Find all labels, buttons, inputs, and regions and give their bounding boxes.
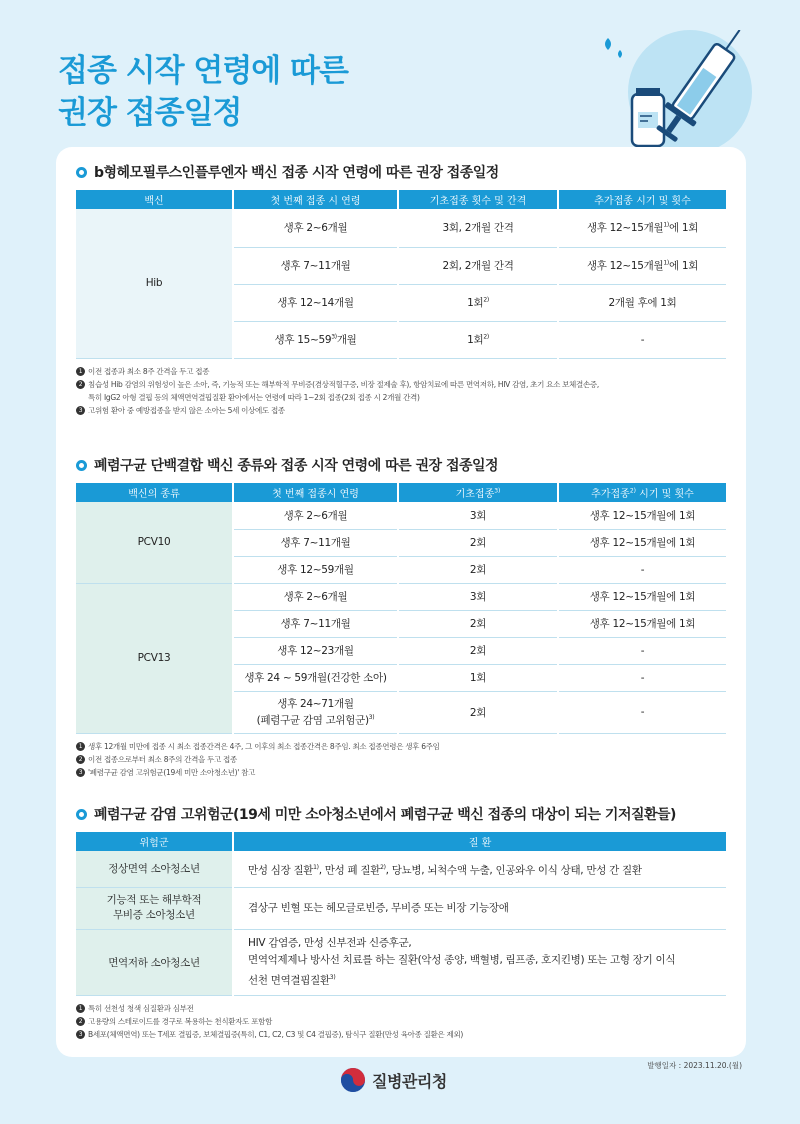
section-title: 폐렴구균 단백결합 백신 종류와 접종 시작 연령에 따른 권장 접종일정: [76, 454, 726, 476]
table-header: 첫 번째 접종시 연령: [233, 483, 398, 502]
footnote: 3 B세포(체액면역) 또는 T세포 결핍증, 보체결핍증(특히, C1, C2, C3 및 C4 결핍증), 탐식구 질환(만성 육아종 질환은 제외): [76, 1028, 726, 1041]
table-row: [76, 929, 726, 995]
primary-cell: 1회$^{2)}$: [398, 321, 558, 358]
taeguk-logo-icon: [340, 1067, 366, 1093]
footnotes: [76, 365, 726, 417]
table-header: 추가접종 시기 및 횟수: [558, 190, 726, 209]
hib-schedule-table: [76, 190, 726, 359]
circle-bullet-icon: [76, 809, 87, 820]
syringe-vial-illustration: [590, 30, 760, 160]
risk-group-table: [76, 832, 726, 996]
disease-cell: HIV 감염증, 만성 신부전과 신증후군, 면역억제제나 방사선 치료를 하는 질환(악성 종양, 백혈병, 림프종, 호지킨병) 또는 고형 장기 이식 선천 면역결핍질환$^{3)}$: [233, 929, 726, 995]
circle-bullet-icon: [76, 460, 87, 471]
risk-group-cell: 정상면역 소아청소년: [76, 851, 233, 887]
circle-bullet-icon: [76, 167, 87, 178]
age-cell: 생후 24 ~ 59개월(건강한 소아): [233, 664, 398, 691]
booster-cell: 생후 12~15개월$^{1)}$에 1회: [558, 209, 726, 247]
footnote: 특히 IgG2 아형 결핍 등의 체액면역결핍질환 환아에서는 연령에 따라 1~2회 접종(2회 접종 시 2개월 간격): [88, 392, 420, 402]
age-cell: 생후 2~6개월: [233, 209, 398, 247]
risk-group-cell: 기능적 또는 해부학적 무비증 소아청소년: [76, 887, 233, 929]
section-title: b형헤모필루스인플루엔자 백신 접종 시작 연령에 따른 권장 접종일정: [76, 161, 726, 183]
risk-section: [76, 803, 726, 1041]
primary-cell: 2회: [398, 556, 558, 583]
booster-cell: 생후 12~15개월에 1회: [558, 583, 726, 610]
primary-cell: 2회: [398, 691, 558, 733]
table-header-row: [76, 190, 726, 209]
vaccine-cell: PCV10: [76, 502, 233, 583]
table-row: [76, 851, 726, 887]
hib-section: [76, 161, 726, 417]
footnotes: [76, 1002, 726, 1041]
primary-cell: 2회: [398, 610, 558, 637]
primary-cell: 1회: [398, 664, 558, 691]
table-header: 백신: [76, 190, 233, 209]
footnote: 3 '폐렴구균 감염 고위험군(19세 미만 소아청소년)' 참고: [76, 766, 726, 779]
age-cell: 생후 12~59개월: [233, 556, 398, 583]
vaccine-cell: PCV13: [76, 583, 233, 733]
primary-cell: 2회, 2개월 간격: [398, 247, 558, 284]
table-header: 기초접종 횟수 및 간격: [398, 190, 558, 209]
booster-cell: -: [558, 637, 726, 664]
footnote: 1 특히 선천성 청색 심질환과 심부전: [76, 1002, 726, 1015]
issue-date: 발행일자 : 2023.11.20.(월): [647, 1061, 742, 1070]
booster-cell: 2개월 후에 1회: [558, 284, 726, 321]
page-title: 접종 시작 연령에 따른 권장 접종일정: [58, 53, 348, 131]
age-cell: 생후 15~59$^{3)}$개월: [233, 321, 398, 358]
disease-cell: 만성 심장 질환$^{1)}$, 만성 폐 질환$^{2)}$, 당뇨병, 뇌척수액 누출, 인공와우 이식 상태, 만성 간 질환: [233, 851, 726, 887]
table-header: 추가접종$^{2)}$ 시기 및 횟수: [558, 483, 726, 502]
pcv-schedule-table: [76, 483, 726, 734]
booster-cell: -: [558, 664, 726, 691]
age-cell: 생후 7~11개월: [233, 247, 398, 284]
table-header: 첫 번째 접종 시 연령: [233, 190, 398, 209]
footnote: 3 고위험 환아 중 예방접종을 받지 않은 소아는 5세 이상에도 접종: [76, 404, 726, 417]
table-header: 기초접종$^{3)}$: [398, 483, 558, 502]
booster-cell: 생후 12~15개월에 1회: [558, 502, 726, 529]
primary-cell: 3회, 2개월 간격: [398, 209, 558, 247]
table-header: 백신의 종류: [76, 483, 233, 502]
age-cell: 생후 2~6개월: [233, 583, 398, 610]
agency-footer: [340, 1067, 447, 1093]
primary-cell: 1회$^{2)}$: [398, 284, 558, 321]
vial-icon: [632, 88, 664, 146]
footnote: 1 이전 접종과 최소 8주 간격을 두고 접종: [76, 365, 726, 378]
footnote: 2 고용량의 스테로이드를 경구로 복용하는 천식환자도 포함함: [76, 1015, 726, 1028]
primary-cell: 3회: [398, 583, 558, 610]
primary-cell: 2회: [398, 637, 558, 664]
booster-cell: 생후 12~15개월에 1회: [558, 610, 726, 637]
agency-name: 질병관리청: [372, 1071, 447, 1091]
table-row: [76, 583, 726, 610]
age-cell: 생후 12~14개월: [233, 284, 398, 321]
table-row: [76, 209, 726, 247]
age-cell: 생후 24~71개월 (폐렴구균 감염 고위험군)$^{3)}$: [233, 691, 398, 733]
booster-cell: 생후 12~15개월$^{1)}$에 1회: [558, 247, 726, 284]
table-header: 위험군: [76, 832, 233, 851]
booster-cell: 생후 12~15개월에 1회: [558, 529, 726, 556]
footnote: 2 침습성 Hib 감염의 위험성이 높은 소아, 즉, 기능적 또는 해부학적 무비증(겸상적혈구증, 비장 절제술 후), 항암치료에 따른 면역저하, HIV 감염, 초기 요소 보체결손증,: [76, 378, 726, 391]
age-cell: 생후 7~11개월: [233, 610, 398, 637]
drop-icon: [605, 38, 611, 50]
content-card: [56, 147, 746, 1057]
primary-cell: 3회: [398, 502, 558, 529]
pcv-section: [76, 454, 726, 779]
footnote: 2 이전 접종으로부터 최소 8주의 간격을 두고 접종: [76, 753, 726, 766]
age-cell: 생후 12~23개월: [233, 637, 398, 664]
table-header: 질 환: [233, 832, 726, 851]
footnote: 1 생후 12개월 미만에 접종 시 최소 접종간격은 4주, 그 이후의 최소 접종간격은 8주임. 최소 접종연령은 생후 6주임: [76, 740, 726, 753]
table-header-row: [76, 832, 726, 851]
age-cell: 생후 7~11개월: [233, 529, 398, 556]
risk-group-cell: 면역저하 소아청소년: [76, 929, 233, 995]
drop-icon: [618, 50, 622, 58]
table-row: [76, 887, 726, 929]
age-cell: 생후 2~6개월: [233, 502, 398, 529]
booster-cell: -: [558, 556, 726, 583]
table-header-row: [76, 483, 726, 502]
primary-cell: 2회: [398, 529, 558, 556]
table-row: [76, 502, 726, 529]
disease-cell: 겸상구 빈혈 또는 헤모글로빈증, 무비증 또는 비장 기능장애: [233, 887, 726, 929]
footnotes: [76, 740, 726, 779]
booster-cell: -: [558, 321, 726, 358]
booster-cell: -: [558, 691, 726, 733]
vaccine-cell: Hib: [76, 209, 233, 358]
section-title: 폐렴구균 감염 고위험군(19세 미만 소아청소년에서 폐렴구균 백신 접종의 대상이 되는 기저질환들): [76, 803, 726, 825]
